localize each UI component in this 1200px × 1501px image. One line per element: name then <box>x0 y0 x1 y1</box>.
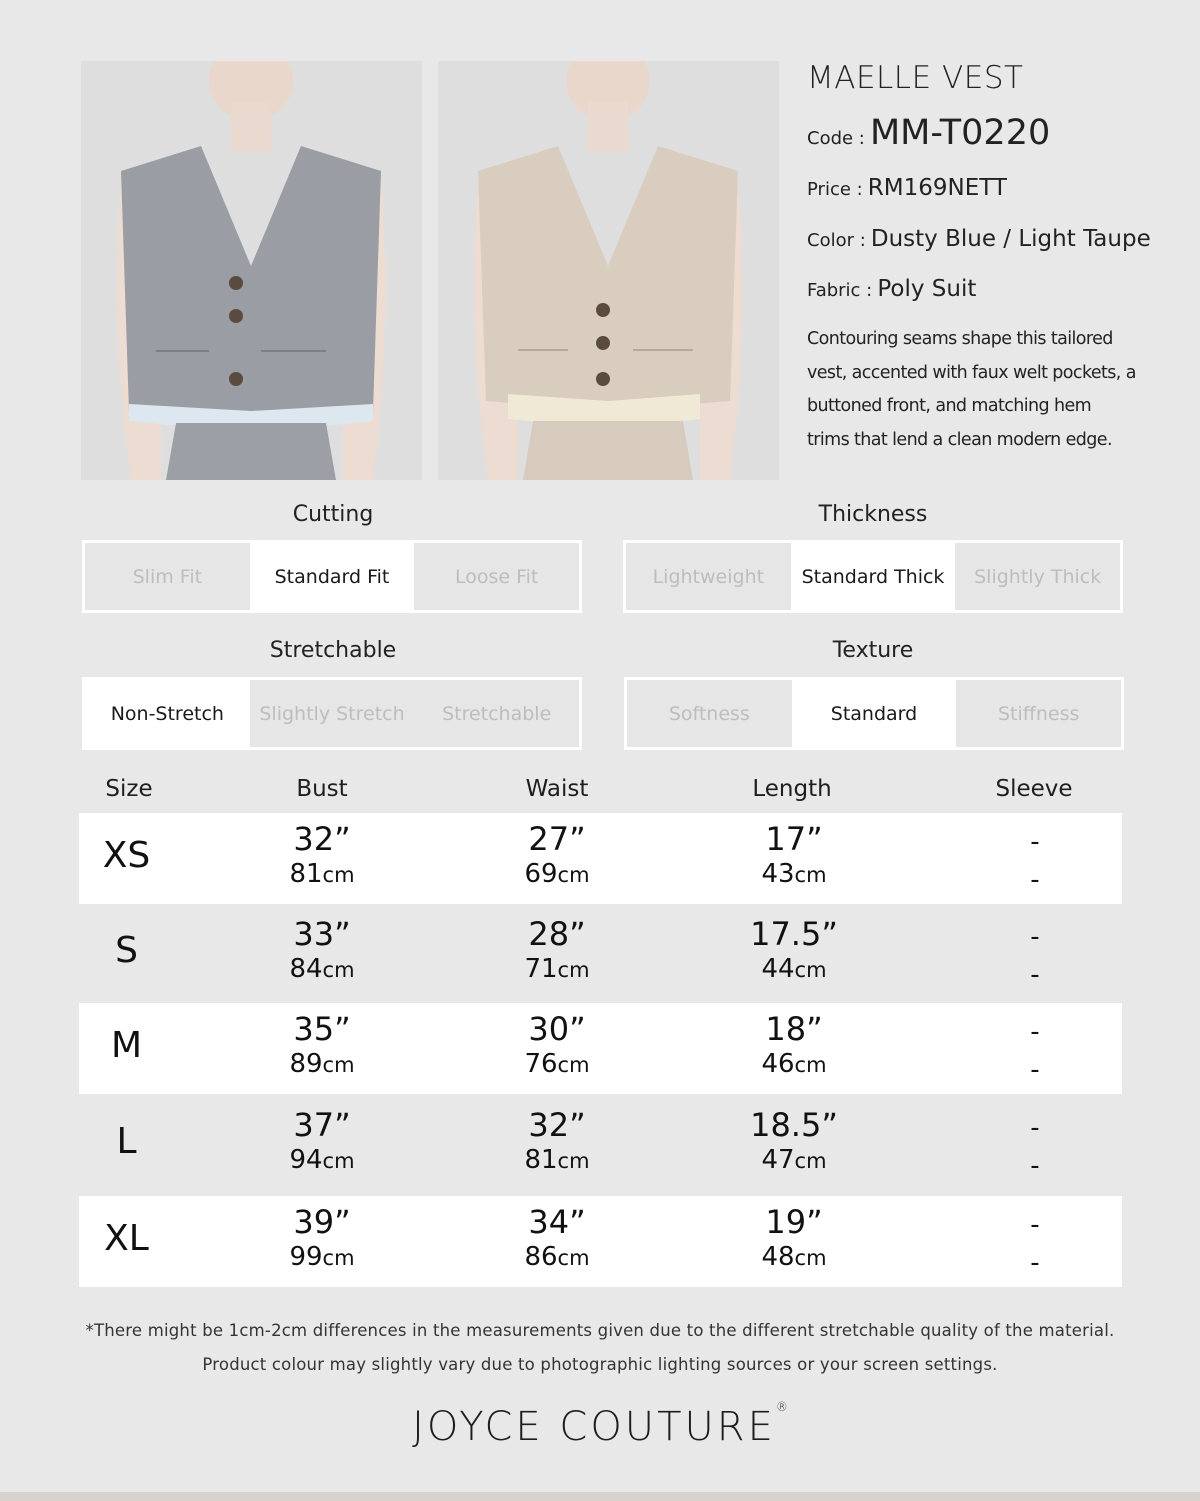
product-price-row <box>807 175 1007 201</box>
size-label: XS <box>102 835 151 876</box>
cm-unit: cm <box>322 1246 355 1270</box>
length-cm-value: 44 <box>761 954 795 984</box>
length-cm <box>714 1145 874 1176</box>
header-size: Size <box>105 776 153 802</box>
length-cm-value: 43 <box>761 859 795 889</box>
product-fabric-row <box>807 276 976 302</box>
bust-cell <box>242 1196 402 1273</box>
bottom-bar <box>0 1492 1200 1501</box>
measurement-note: *There might be 1cm-2cm differences in the measurements given due to the different stretchable quality of the material. <box>85 1321 1115 1340</box>
product-name: MAELLE VEST <box>807 60 1024 96</box>
waist-cm <box>477 1242 637 1273</box>
waist-cell <box>477 1196 637 1273</box>
product-color-row <box>807 226 1151 252</box>
size-label: L <box>116 1121 137 1162</box>
colour-note: Product colour may slightly vary due to photographic lighting sources or your screen settings. <box>202 1355 998 1374</box>
bust-cell <box>242 908 402 985</box>
size-label: M <box>110 1025 143 1066</box>
brand-logo <box>0 1400 1200 1450</box>
waist-inch: 27” <box>528 820 586 858</box>
length-cm-value: 48 <box>761 1242 795 1272</box>
waist-cell <box>477 1099 637 1176</box>
texture-option: Stiffness <box>956 680 1121 747</box>
cutting-option: Standard Fit <box>250 543 415 610</box>
texture-selector <box>624 677 1124 750</box>
cm-unit: cm <box>557 1246 590 1270</box>
sleeve-cm: - <box>1030 865 1040 895</box>
product-price: RM169NETT <box>867 175 1007 201</box>
sleeve-cm: - <box>1030 1055 1040 1085</box>
length-cm <box>714 859 874 890</box>
bust-inch: 32” <box>293 820 351 858</box>
bust-inch: 39” <box>293 1203 351 1241</box>
price-label: Price : <box>807 179 863 200</box>
length-cell <box>714 908 874 985</box>
cutting-option: Loose Fit <box>414 543 579 610</box>
waist-inch: 34” <box>528 1203 586 1241</box>
product-description: Contouring seams shape this tailored vest, accented with faux welt pockets, a buttoned front, and matching hem trims that lend a clean modern edge. <box>807 329 1136 450</box>
cm-unit: cm <box>322 863 355 887</box>
header-waist: Waist <box>525 776 589 802</box>
texture-option: Standard <box>792 680 957 747</box>
thickness-selector <box>623 540 1123 613</box>
length-cm-value: 46 <box>761 1049 795 1079</box>
fabric-label: Fabric : <box>807 280 873 301</box>
cm-unit: cm <box>322 958 355 982</box>
product-code: MM-T0220 <box>869 113 1051 153</box>
length-cm <box>714 954 874 985</box>
bust-cm <box>242 954 402 985</box>
sleeve-cell <box>955 823 1115 899</box>
code-label: Code : <box>807 128 865 149</box>
stretchable-option: Non-Stretch <box>85 680 250 747</box>
length-inch: 18” <box>765 1010 823 1048</box>
cm-unit: cm <box>794 1246 827 1270</box>
bust-cell <box>242 1003 402 1080</box>
table-row <box>79 1003 1122 1094</box>
waist-cm <box>477 1145 637 1176</box>
cm-unit: cm <box>794 863 827 887</box>
cutting-option: Slim Fit <box>85 543 250 610</box>
waist-cell <box>477 813 637 890</box>
stretchable-selector <box>82 677 582 750</box>
bust-cell <box>242 1099 402 1176</box>
waist-cm-value: 71 <box>524 954 558 984</box>
vest-light-taupe-illustration <box>438 61 779 480</box>
bust-cm-value: 99 <box>289 1242 323 1272</box>
table-row <box>79 908 1122 999</box>
bust-cm-value: 81 <box>289 859 323 889</box>
sleeve-cm: - <box>1030 960 1040 990</box>
cm-unit: cm <box>557 863 590 887</box>
waist-cm-value: 86 <box>524 1242 558 1272</box>
sleeve-inch: - <box>1030 922 1040 952</box>
length-inch: 19” <box>765 1203 823 1241</box>
length-cell <box>714 813 874 890</box>
sleeve-inch: - <box>1030 827 1040 857</box>
product-fabric: Poly Suit <box>877 276 977 302</box>
cm-unit: cm <box>794 1149 827 1173</box>
sleeve-cell <box>955 918 1115 994</box>
color-label: Color : <box>807 230 866 251</box>
table-row <box>79 1196 1122 1287</box>
sleeve-cell <box>955 1013 1115 1089</box>
length-inch: 18.5” <box>750 1106 838 1144</box>
length-inch: 17.5” <box>750 915 838 953</box>
product-code-row <box>807 113 1050 153</box>
waist-cm-value: 81 <box>524 1145 558 1175</box>
length-cm <box>714 1242 874 1273</box>
sleeve-inch: - <box>1030 1113 1040 1143</box>
sleeve-cm: - <box>1030 1151 1040 1181</box>
sleeve-cell <box>955 1206 1115 1282</box>
texture-option: Softness <box>627 680 792 747</box>
cm-unit: cm <box>794 1053 827 1077</box>
cm-unit: cm <box>794 958 827 982</box>
size-label: XL <box>104 1218 149 1259</box>
sleeve-inch: - <box>1030 1210 1040 1240</box>
brand-name: JOYCE COUTURE <box>412 1404 776 1450</box>
cm-unit: cm <box>557 958 590 982</box>
waist-inch: 32” <box>528 1106 586 1144</box>
header-length: Length <box>752 776 832 802</box>
cutting-selector <box>82 540 582 613</box>
vest-dusty-blue-illustration <box>81 61 422 480</box>
bust-cm-value: 89 <box>289 1049 323 1079</box>
waist-cm <box>477 859 637 890</box>
waist-cm <box>477 954 637 985</box>
bust-cm <box>242 1049 402 1080</box>
waist-inch: 30” <box>528 1010 586 1048</box>
waist-cell <box>477 908 637 985</box>
texture-title: Texture <box>832 638 914 663</box>
registered-mark: ® <box>775 1400 788 1414</box>
waist-cm-value: 76 <box>524 1049 558 1079</box>
cm-unit: cm <box>322 1053 355 1077</box>
stretchable-title: Stretchable <box>269 638 397 663</box>
thickness-option: Lightweight <box>626 543 791 610</box>
header-bust: Bust <box>296 776 348 802</box>
cutting-title: Cutting <box>292 502 374 527</box>
sleeve-inch: - <box>1030 1017 1040 1047</box>
waist-cm <box>477 1049 637 1080</box>
bust-cm-value: 94 <box>289 1145 323 1175</box>
thickness-option: Standard Thick <box>791 543 956 610</box>
waist-cell <box>477 1003 637 1080</box>
product-photo-dusty-blue <box>81 61 422 480</box>
length-cell <box>714 1099 874 1176</box>
bust-cm <box>242 1242 402 1273</box>
sleeve-cm: - <box>1030 1248 1040 1278</box>
bust-inch: 33” <box>293 915 351 953</box>
length-cm-value: 47 <box>761 1145 795 1175</box>
waist-inch: 28” <box>528 915 586 953</box>
sleeve-cell <box>955 1109 1115 1185</box>
table-row <box>79 1099 1122 1190</box>
bust-cm <box>242 1145 402 1176</box>
bust-inch: 35” <box>293 1010 351 1048</box>
stretchable-option: Slightly Stretch <box>250 680 415 747</box>
length-cell <box>714 1196 874 1273</box>
thickness-title: Thickness <box>818 502 928 527</box>
bust-cm-value: 84 <box>289 954 323 984</box>
table-row <box>79 813 1122 904</box>
cm-unit: cm <box>557 1053 590 1077</box>
cm-unit: cm <box>557 1149 590 1173</box>
thickness-option: Slightly Thick <box>955 543 1120 610</box>
header-sleeve: Sleeve <box>995 776 1073 802</box>
bust-cell <box>242 813 402 890</box>
product-photo-light-taupe <box>438 61 779 480</box>
bust-cm <box>242 859 402 890</box>
waist-cm-value: 69 <box>524 859 558 889</box>
cm-unit: cm <box>322 1149 355 1173</box>
length-cm <box>714 1049 874 1080</box>
length-cell <box>714 1003 874 1080</box>
bust-inch: 37” <box>293 1106 351 1144</box>
product-color: Dusty Blue / Light Taupe <box>870 226 1151 252</box>
length-inch: 17” <box>765 820 823 858</box>
size-label: S <box>115 930 138 971</box>
stretchable-option: Stretchable <box>414 680 579 747</box>
